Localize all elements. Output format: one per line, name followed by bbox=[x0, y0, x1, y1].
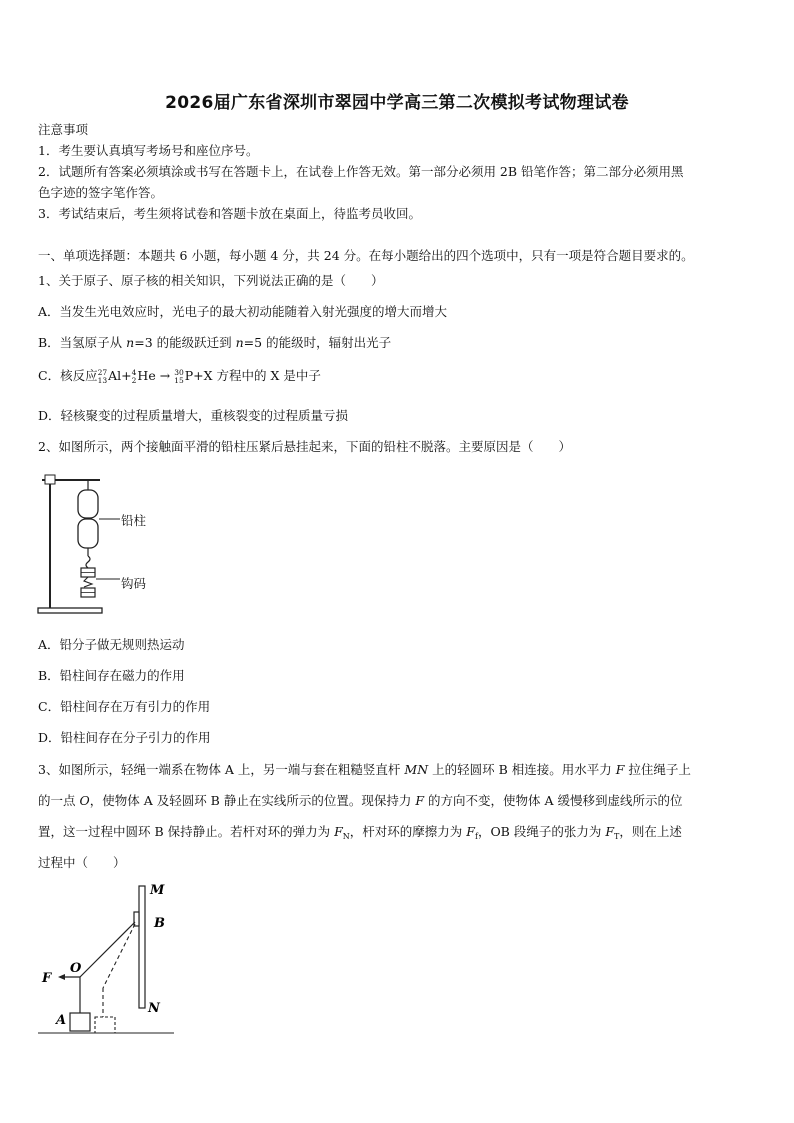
notes-item-2-line-2: 色字迹的签字笔作答。 bbox=[38, 185, 164, 200]
figure-label-b: B bbox=[154, 916, 165, 931]
q3-stem-line-1: 3、如图所示，轻绳一端系在物体 A 上，另一端与套在粗糙竖直杆 MN 上的轻圆环 B 相连接。用水平力 F 拉住绳子上 bbox=[38, 762, 691, 777]
notes-item-1: 1．考生要认真填写考场号和座位序号。 bbox=[38, 143, 259, 158]
figure-label-weight: 钩码 bbox=[121, 576, 147, 591]
q1-option-b: B．当氢原子从 n=3 的能级跃迁到 n=5 的能级时，辐射出光子 bbox=[38, 335, 392, 350]
figure-label-a: A bbox=[56, 1013, 67, 1028]
q1-option-d: D．轻核聚变的过程质量增大，重核裂变的过程质量亏损 bbox=[38, 408, 349, 423]
q1-option-a: A．当发生光电效应时，光电子的最大初动能随着入射光强度的增大而增大 bbox=[38, 304, 448, 319]
figure-label-n: N bbox=[148, 1001, 160, 1016]
q2-option-d: D．铅柱间存在分子引力的作用 bbox=[38, 730, 211, 745]
q2-option-b: B．铅柱间存在磁力的作用 bbox=[38, 668, 185, 683]
q1-option-c: C．核反应 27 13 Al+ 4 2 He → 30 15 P+X 方程中的 X 是中子 bbox=[38, 368, 321, 385]
q2-stem: 2、如图所示，两个接触面平滑的铅柱压紧后悬挂起来，下面的铅柱不脱落。主要原因是（ ） bbox=[38, 439, 571, 454]
figure-label-m: M bbox=[150, 883, 165, 898]
q2-figure-lead-cylinders bbox=[36, 466, 166, 618]
q3-stem-line-4: 过程中（ ） bbox=[38, 855, 126, 870]
section-heading: 一、单项选择题：本题共 6 小题，每小题 4 分，共 24 分。在每小题给出的四个选项中，只有一项是符合题目要求的。 bbox=[38, 248, 694, 263]
q1-stem: 1、关于原子、原子核的相关知识，下列说法正确的是（ ） bbox=[38, 273, 384, 288]
q3-stem-line-2: 的一点 O，使物体 A 及轻圆环 B 静止在实线所示的位置。现保持力 F 的方向不变，使物体 A 缓慢移到虚线所示的位 bbox=[38, 793, 683, 808]
figure-label-f: F bbox=[42, 971, 52, 986]
notes-item-2-line-1: 2．试题所有答案必须填涂或书写在答题卡上，在试卷上作答无效。第一部分必须用 2B 铅笔作答；第二部分必须用黑 bbox=[38, 164, 684, 179]
q3-figure-rod-ring bbox=[36, 878, 181, 1038]
q2-option-c: C．铅柱间存在万有引力的作用 bbox=[38, 699, 211, 714]
figure-label-o: O bbox=[70, 961, 82, 976]
q2-option-a: A．铅分子做无规则热运动 bbox=[38, 637, 185, 652]
page-title: 2026届广东省深圳市翠园中学高三第二次模拟考试物理试卷 bbox=[165, 93, 629, 113]
figure-label-lead: 铅柱 bbox=[121, 513, 147, 528]
q3-stem-line-3: 置，这一过程中圆环 B 保持静止。若杆对环的弹力为 $F_N$，杆对环的摩擦力为 $F_f$，OB 段绳子的张力为 $F_T$，则在上述 bbox=[38, 824, 682, 841]
notes-heading: 注意事项 bbox=[38, 122, 89, 137]
notes-item-3: 3．考试结束后，考生须将试卷和答题卡放在桌面上，待监考员收回。 bbox=[38, 206, 421, 221]
